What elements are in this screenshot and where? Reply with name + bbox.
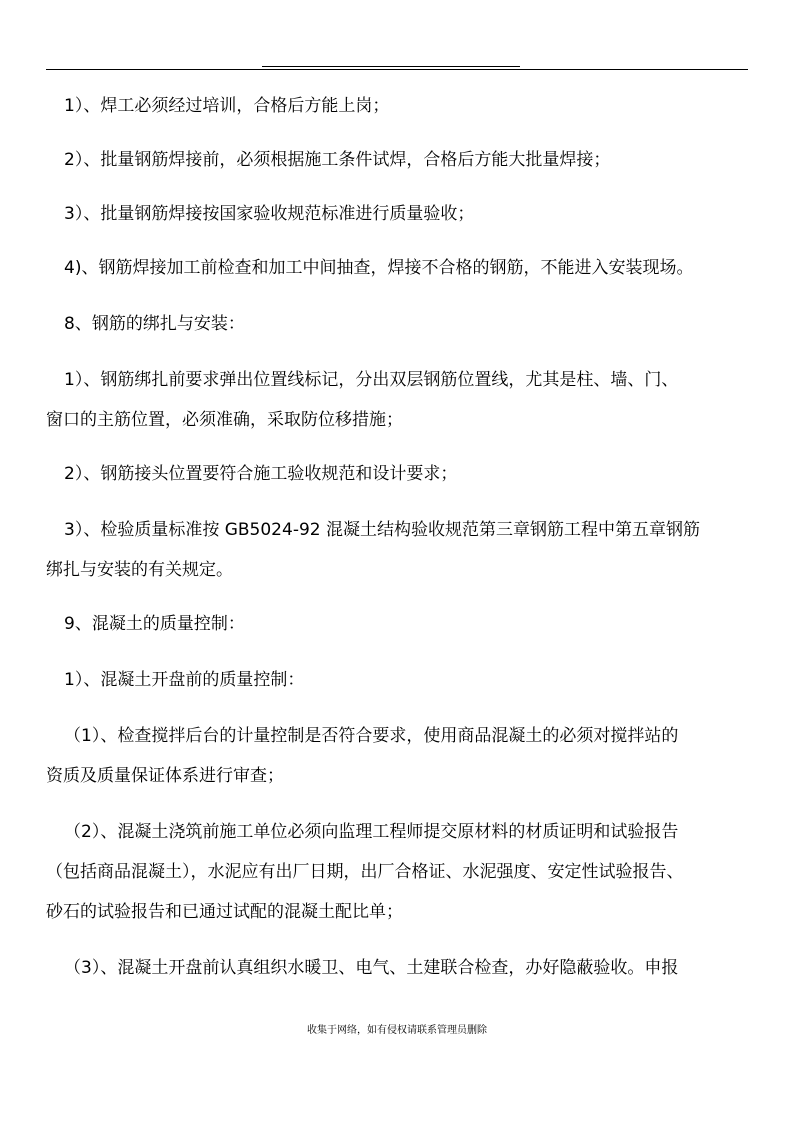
- text-line: 1）、焊工必须经过培训，合格后方能上岗；: [64, 96, 390, 116]
- text-line: 3）、检验质量标准按 GB5024-92 混凝土结构验收规范第三章钢筋工程中第五章钢筋: [64, 520, 700, 540]
- text-line: （包括商品混凝土），水泥应有出厂日期，出厂合格证、水泥强度、安定性试验报告、: [46, 862, 684, 882]
- header-long-rule: [46, 69, 748, 70]
- text-line: 2）、批量钢筋焊接前，必须根据施工条件试焊，合格后方能大批量焊接；: [64, 150, 611, 170]
- text-line: 砂石的试验报告和已通过试配的混凝土配比单；: [46, 902, 403, 922]
- text-line: 1）、钢筋绑扎前要求弹出位置线标记，分出双层钢筋位置线，尤其是柱、墙、门、: [64, 370, 679, 390]
- header-short-rule: [262, 66, 520, 67]
- text-line: （3）、混凝土开盘前认真组织水暖卫、电气、土建联合检查，办好隐蔽验收。申报: [64, 958, 679, 978]
- text-line: 2）、钢筋接头位置要符合施工验收规范和设计要求；: [64, 464, 458, 484]
- section-heading: 8、钢筋的绑扎与安装：: [64, 314, 245, 334]
- text-line: 3）、批量钢筋焊接按国家验收规范标准进行质量验收；: [64, 204, 475, 224]
- text-line: （2）、混凝土浇筑前施工单位必须向监理工程师提交原材料的材质证明和试验报告: [64, 822, 679, 842]
- page-footer: 收集于网络，如有侵权请联系管理员删除: [307, 1025, 487, 1036]
- section-heading: 9、混凝土的质量控制：: [64, 614, 245, 634]
- text-line: 1）、混凝土开盘前的质量控制：: [64, 670, 305, 690]
- text-line: 窗口的主筋位置，必须准确，采取防位移措施；: [46, 410, 403, 430]
- text-line: （1）、检查搅拌后台的计量控制是否符合要求，使用商品混凝土的必须对搅拌站的: [64, 726, 679, 746]
- text-line: 资质及质量保证体系进行审查；: [46, 766, 284, 786]
- text-line: 4)、钢筋焊接加工前检查和加工中间抽查，焊接不合格的钢筋，不能进入安装现场。: [64, 258, 694, 278]
- text-line: 绑扎与安装的有关规定。: [46, 560, 233, 580]
